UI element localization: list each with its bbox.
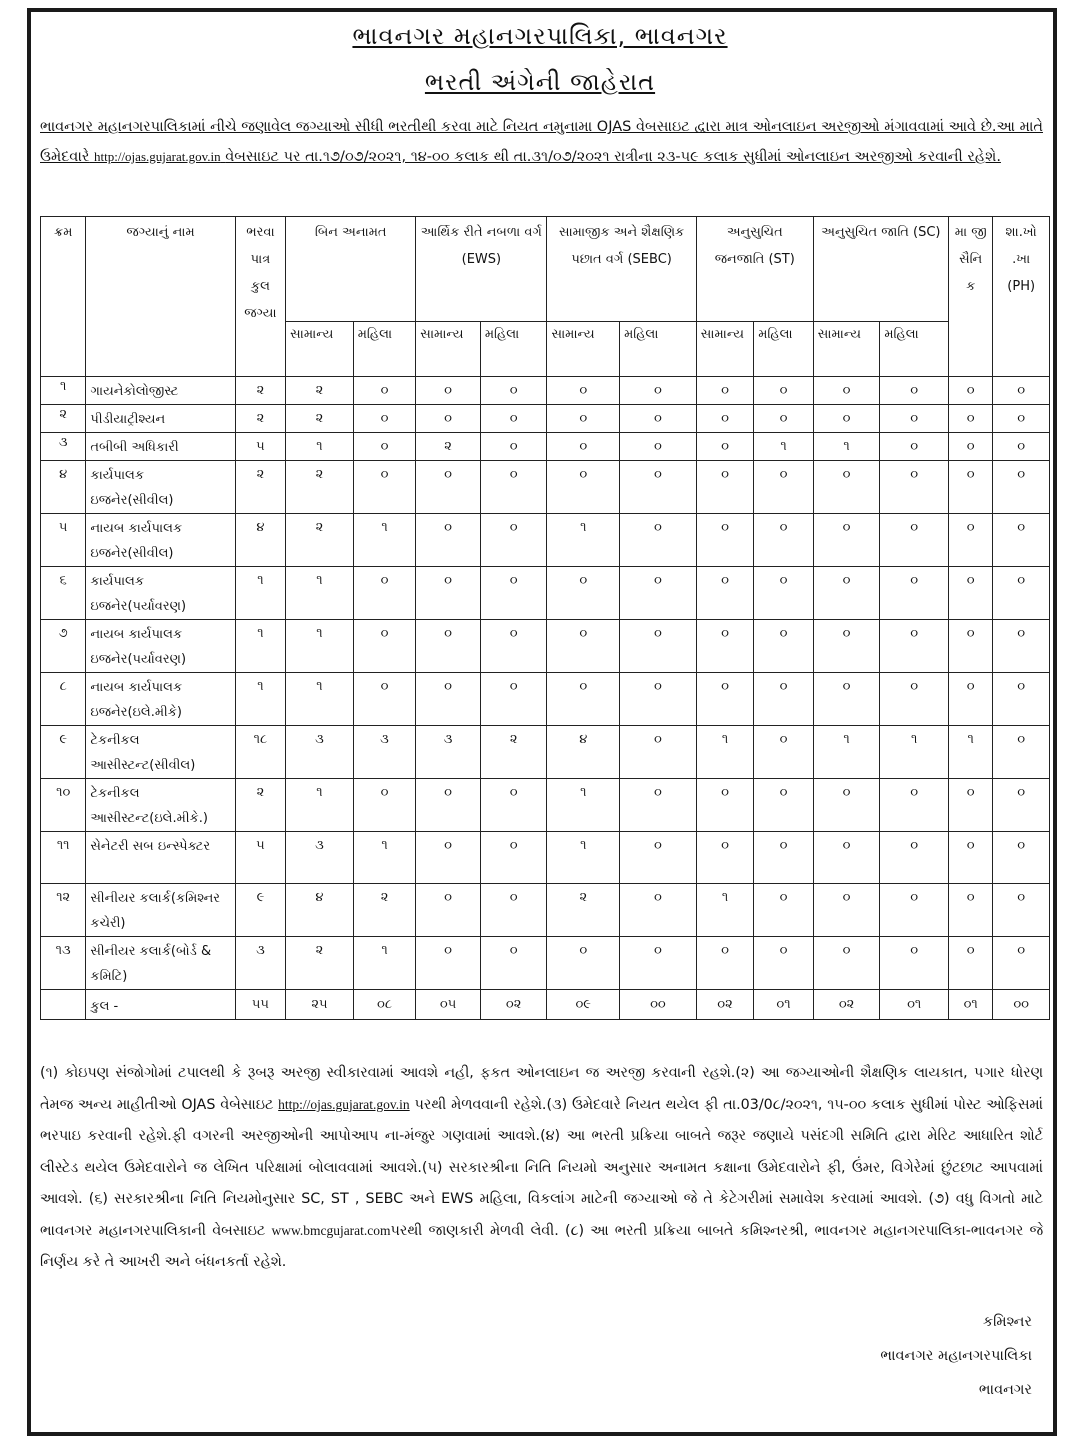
row-cell: ૦ [480,832,547,884]
row-cell: ૦ [353,405,416,433]
total-cell: ૦૧ [880,990,949,1020]
row-cell: ૨ [286,405,354,433]
row-cell: ૧ [286,779,354,832]
row-cell: ૦ [813,514,880,567]
row-cell: ૦ [948,433,992,461]
row-cell: ૦ [813,832,880,884]
row-cell: ૧ [696,884,754,937]
row-cell: ૦ [948,405,992,433]
row-cell: ૨ [416,433,481,461]
page-title: ભાવનગર મહાનગરપાલિકા, ભાવનગર [352,22,728,50]
row-cell: ૦ [754,620,814,673]
row-cell: ૦ [880,377,949,405]
sub-general: સામાન્ય [696,322,754,377]
row-cell: ૦ [754,779,814,832]
table-row [41,377,1050,405]
header-st: અનુસુચિત જનજાતિ (ST) [696,217,813,322]
row-cell: ૦ [948,377,992,405]
row-cell: ૦ [813,405,880,433]
row-cell: ૦ [696,673,754,726]
notes-text-3: પરથી જાણકારી મેળવી લેવી. (૮) આ ભરતી પ્રક્રિયા બાબતે કમિશ્નરશ્રી, ભાવનગર મહાનગરપાલિકા-ભાવનગર જે નિર્ણય કરે તે આખરી અને બંધનકર્તા રહેશે. [40,1223,1044,1271]
row-cell: ૦ [754,514,814,567]
row-cell: ૦ [754,726,814,779]
row-cell: ૦ [547,377,620,405]
row-cell: ૦ [696,567,754,620]
row-cell: ૦ [948,884,992,937]
row-cell: ૦ [416,779,481,832]
total-cell: ૦૦ [620,990,697,1020]
row-cell: ૩ [416,726,481,779]
row-cell: ૧ [353,514,416,567]
row-cell: ૦ [480,433,547,461]
row-cell: ૨ [286,461,354,514]
row-cell: ૦ [880,620,949,673]
table-row [41,779,1050,832]
row-cell: ૦ [993,884,1050,937]
row-cell: ૦ [880,673,949,726]
row-cell: ૦ [880,433,949,461]
row-cell: ૦ [948,673,992,726]
total-sr [41,990,86,1020]
row-post-name: ગાયનેકોલોજીસ્ટ [86,377,235,405]
row-post-name: નાયબ કાર્યપાલક ઇજનેર(સીવીલ) [86,514,235,567]
total-cell: ૦૯ [547,990,620,1020]
row-sr: ૨ [41,405,86,433]
row-cell: ૦ [416,884,481,937]
row-cell: ૧ [547,779,620,832]
row-sr: ૧૨ [41,884,86,937]
header-total: ભરવા પાત્ર કુલ જગ્યા [235,217,285,377]
table-row [41,567,1050,620]
row-cell: ૦ [813,673,880,726]
row-cell: ૪ [286,884,354,937]
row-cell: ૯ [235,884,285,937]
row-cell: ૪ [235,514,285,567]
row-cell: ૦ [813,377,880,405]
header-exserviceman: મા જી સૈનિ ક [948,217,992,377]
row-cell: ૦ [993,461,1050,514]
row-cell: ૦ [880,514,949,567]
row-cell: ૦ [813,884,880,937]
row-cell: ૦ [880,832,949,884]
row-cell: ૩ [286,832,354,884]
row-cell: ૦ [948,937,992,990]
row-cell: ૦ [416,461,481,514]
intro-text-2: વેબસાઇટ પર તા.૧૭/૦૭/૨૦૨૧, ૧૪-૦૦ કલાક થી તા.૩૧/૦૭/૨૦૨૧ રાત્રીના ૨૩-૫૯ કલાક સુધીમાં ઓનલાઇન અરજીઓ કરવાની રહેશે. [225,149,1001,165]
row-cell: ૦ [754,937,814,990]
row-post-name: તબીબી અધિકારી [86,433,235,461]
header-unreserved: બિન અનામત [286,217,416,322]
row-cell: ૦ [416,937,481,990]
row-cell: ૦ [547,673,620,726]
row-sr: ૧૧ [41,832,86,884]
row-cell: ૦ [480,377,547,405]
row-cell: ૧ [948,726,992,779]
total-cell: ૫૫ [235,990,285,1020]
row-cell: ૦ [993,567,1050,620]
sub-female: મહિલા [480,322,547,377]
total-cell: ૦૦ [993,990,1050,1020]
row-cell: ૦ [480,937,547,990]
row-cell: ૦ [480,514,547,567]
row-cell: ૦ [880,779,949,832]
row-cell: ૧૮ [235,726,285,779]
row-cell: ૦ [948,461,992,514]
total-row [41,990,1050,1020]
row-cell: ૨ [286,377,354,405]
table-row [41,884,1050,937]
row-cell: ૦ [696,433,754,461]
row-sr: ૧૩ [41,937,86,990]
row-cell: ૦ [948,832,992,884]
row-cell: ૦ [353,673,416,726]
row-cell: ૦ [353,620,416,673]
row-cell: ૦ [948,567,992,620]
row-cell: ૦ [547,567,620,620]
row-cell: ૦ [754,405,814,433]
row-cell: ૧ [286,433,354,461]
row-cell: ૦ [754,567,814,620]
row-cell: ૦ [993,377,1050,405]
row-cell: ૦ [813,779,880,832]
header-row [41,217,1050,322]
row-cell: ૦ [948,779,992,832]
row-cell: ૦ [696,620,754,673]
row-post-name: સીનીયર કલાર્ક(બોર્ડ & કમિટિ) [86,937,235,990]
row-cell: ૦ [416,405,481,433]
row-sr: ૯ [41,726,86,779]
row-cell: ૦ [480,884,547,937]
total-cell: ૦૨ [480,990,547,1020]
sub-general: સામાન્ય [286,322,354,377]
sub-female: મહિલા [620,322,697,377]
row-cell: ૦ [993,779,1050,832]
row-cell: ૦ [620,673,697,726]
table-row [41,433,1050,461]
sub-female: મહિલા [353,322,416,377]
row-cell: ૦ [620,726,697,779]
table-row [41,514,1050,567]
row-cell: ૧ [754,433,814,461]
row-cell: ૦ [696,377,754,405]
total-cell: ૦૮ [353,990,416,1020]
row-cell: ૧ [353,937,416,990]
row-cell: ૦ [547,620,620,673]
row-cell: ૦ [993,726,1050,779]
row-sr: ૪ [41,461,86,514]
row-cell: ૦ [813,937,880,990]
row-cell: ૦ [620,405,697,433]
row-cell: ૦ [880,461,949,514]
row-cell: ૦ [620,567,697,620]
row-cell: ૦ [754,461,814,514]
row-cell: ૦ [480,779,547,832]
row-post-name: ટેકનીકલ આસીસ્ટન્ટ(સીવીલ) [86,726,235,779]
row-cell: ૦ [696,405,754,433]
page-subtitle: ભરતી અંગેની જાહેરાત [424,68,656,96]
table-body [41,377,1050,990]
row-cell: ૦ [620,937,697,990]
row-cell: ૩ [353,726,416,779]
notes-text-1: (૧) કોઇપણ સંજોગોમાં ટપાલથી કે રૂબરૂ અરજી સ્વીકારવામાં આવશે નહી, ફકત ઓનલાઇન જ અરજી કરવાની રહશે.(૨) આ જગ્યાઓની શૈક્ષણિક લાયકાત, પગાર ધોરણ તેમજ અન્ય માહીતીઓ OJAS વેબેસાઇટ [40,1065,1043,1114]
row-cell: ૧ [547,514,620,567]
row-cell: ૦ [754,673,814,726]
row-post-name: કાર્યપાલક ઇજનેર(સીવીલ) [86,461,235,514]
notes-paragraph [40,1058,1043,1278]
total-cell: ૨૫ [286,990,354,1020]
row-post-name: કાર્યપાલક ઇજનેર(પર્યાવરણ) [86,567,235,620]
row-sr: ૫ [41,514,86,567]
row-cell: ૦ [813,620,880,673]
row-cell: ૦ [480,567,547,620]
row-cell: ૨ [235,461,285,514]
row-cell: ૦ [696,514,754,567]
row-cell: ૦ [620,461,697,514]
total-label: કુલ - [86,990,235,1020]
row-cell: ૦ [880,567,949,620]
sub-female: મહિલા [754,322,814,377]
row-cell: ૨ [235,779,285,832]
row-cell: ૨ [286,937,354,990]
row-cell: ૦ [480,673,547,726]
row-cell: ૦ [948,514,992,567]
row-cell: ૦ [416,832,481,884]
header-sc: અનુસુચિત જાતિ (SC) [813,217,948,322]
row-cell: ૧ [813,726,880,779]
ojas-link[interactable]: http://ojas.gujarat.gov.in [94,149,221,164]
row-cell: ૦ [547,937,620,990]
row-sr: ૩ [41,433,86,461]
row-cell: ૦ [547,405,620,433]
row-cell: ૦ [696,937,754,990]
row-cell: ૫ [235,433,285,461]
row-cell: ૨ [480,726,547,779]
row-cell: ૦ [620,779,697,832]
row-cell: ૦ [353,461,416,514]
row-cell: ૦ [754,884,814,937]
row-post-name: પીડીયાટ્રીશ્યન [86,405,235,433]
row-cell: ૦ [620,620,697,673]
table-row [41,620,1050,673]
row-cell: ૧ [547,832,620,884]
row-cell: ૦ [353,433,416,461]
row-post-name: સીનીયર કલાર્ક(કમિશ્નર કચેરી) [86,884,235,937]
row-cell: ૦ [993,433,1050,461]
row-cell: ૦ [754,377,814,405]
row-cell: ૦ [696,832,754,884]
row-cell: ૦ [993,937,1050,990]
row-cell: ૦ [880,937,949,990]
row-cell: ૦ [880,405,949,433]
header-ews: આર્થિક રીતે નબળા વર્ગ (EWS) [416,217,547,322]
row-cell: ૦ [416,567,481,620]
row-cell: ૨ [286,514,354,567]
row-cell: ૦ [754,832,814,884]
row-cell: ૧ [813,433,880,461]
row-cell: ૩ [235,937,285,990]
row-cell: ૦ [547,433,620,461]
intro-paragraph [40,112,1043,172]
row-cell: ૦ [813,461,880,514]
signature-city: ભાવનગર [978,1382,1032,1398]
table-row [41,832,1050,884]
row-sr: ૧૦ [41,779,86,832]
row-post-name: નાયબ કાર્યપાલક ઇજનેર(ઇલે.મીકે) [86,673,235,726]
row-cell: ૦ [547,461,620,514]
row-sr: ૮ [41,673,86,726]
bmc-website[interactable]: www.bmcgujarat.com [271,1223,391,1239]
signature-org: ભાવનગર મહાનગરપાલિકા [880,1348,1032,1364]
table-row [41,405,1050,433]
row-cell: ૦ [353,377,416,405]
row-cell: ૦ [993,405,1050,433]
row-cell: ૦ [353,779,416,832]
row-cell: ૦ [416,673,481,726]
row-cell: ૦ [620,433,697,461]
row-cell: ૦ [480,461,547,514]
table-row [41,673,1050,726]
row-cell: ૦ [620,832,697,884]
intro-text-1: ભાવનગર મહાનગરપાલિકામાં નીચે જણાવેલ જગ્યાઓ સીધી ભરતીથી કરવા માટે નિયત નમુનામા OJAS વેબસાઇટ દ્વારા માત્ર ઓનલાઇન અરજીઓ મંગાવવામાં આવે છે.આ માતે ઉમેદવારે [40,119,1043,165]
row-cell: ૦ [353,567,416,620]
row-cell: ૧ [235,620,285,673]
row-cell: ૧ [696,726,754,779]
signature-title: કમિશ્નર [982,1314,1032,1330]
row-cell: ૦ [620,884,697,937]
header-sr: ક્રમ [41,217,86,377]
row-cell: ૩ [286,726,354,779]
row-sr: ૧ [41,377,86,405]
row-cell: ૧ [286,567,354,620]
row-cell: ૦ [948,620,992,673]
row-post-name: નાયબ કાર્યપાલક ઇજનેર(પર્યાવરણ) [86,620,235,673]
row-cell: ૦ [993,832,1050,884]
vacancy-table [40,216,1050,1020]
row-cell: ૧ [880,726,949,779]
sub-general: સામાન્ય [547,322,620,377]
total-cell: ૦૨ [696,990,754,1020]
row-cell: ૦ [993,673,1050,726]
table-row [41,726,1050,779]
row-cell: ૦ [416,620,481,673]
row-cell: ૧ [353,832,416,884]
row-cell: ૦ [480,620,547,673]
header-ph: શા.ખો .ખા (PH) [993,217,1050,377]
sub-general: સામાન્ય [416,322,481,377]
total-cell: ૦૧ [948,990,992,1020]
row-cell: ૦ [696,779,754,832]
total-cell: ૦૨ [813,990,880,1020]
header-post: જગ્યાનું નામ [86,217,235,377]
row-cell: ૨ [353,884,416,937]
row-cell: ૫ [235,832,285,884]
row-cell: ૦ [880,884,949,937]
total-cell: ૦૧ [754,990,814,1020]
row-cell: ૨ [235,405,285,433]
table-row [41,937,1050,990]
row-cell: ૦ [416,377,481,405]
ojas-link-notes[interactable]: http://ojas.gujarat.gov.in [278,1097,410,1113]
row-cell: ૦ [993,620,1050,673]
row-cell: ૦ [620,377,697,405]
sub-general: સામાન્ય [813,322,880,377]
row-cell: ૦ [813,567,880,620]
row-cell: ૧ [286,620,354,673]
row-cell: ૧ [235,567,285,620]
row-cell: ૨ [547,884,620,937]
row-cell: ૧ [235,673,285,726]
table-row [41,461,1050,514]
row-cell: ૦ [993,514,1050,567]
row-cell: ૦ [416,514,481,567]
row-cell: ૦ [620,514,697,567]
notes-text-2: પરથી મેળવવાની રહેશે.(૩) ઉમેદવારે નિયત થયેલ ફી તા.03/0૮/૨૦૨૧, ૧૫-૦૦ કલાક સુધીમાં પોસ્ટ ઓફિસમાં ભરપાઇ કરવાની રહેશે.ફી વગરની અરજીઓની આપોઆપ ના-મંજુર ગણવામાં આવશે.(૪) આ ભરતી પ્રક્રિયા બાબતે જરૂર જણાયે પસંદગી સમિતિ દ્વારા મેરિટ આધારિત શોર્ટ લીસ્ટેડ થયેલ ઉમેદવારોને જ લેખિત પરિક્ષામાં બોલાવવામાં આવશે.(૫) સરકારશ્રીના નિતિ નિયમો અનુસાર અનામત કક્ષાના ઉમેદવારોને ફી, ઉંમર, વિગેરેમાં છુંટછાટ આપવામાં આવશે. (૬) સરકારશ્રીના નિતિ નિયમોનુસાર SC, ST , SEBC અને EWS મહિલા, વિકલાંગ માટેની જગ્યાઓ જે તે કેટેગરીમાં સમાવેશ કરવામાં આવશે. (૭) વધુ વિગતો માટે ભાવનગર મહાનગરપાલિકાની વેબસાઇટ [40,1097,1043,1240]
row-cell: ૪ [547,726,620,779]
row-cell: ૧ [286,673,354,726]
row-sr: ૬ [41,567,86,620]
header-sebc: સામાજીક અને શૈક્ષણિક પછાત વર્ગ (SEBC) [547,217,696,322]
row-post-name: સેનેટરી સબ ઇન્સ્પેક્ટર [86,832,235,884]
row-post-name: ટેકનીકલ આસીસ્ટન્ટ(ઇલે.મીકે.) [86,779,235,832]
total-cell: ૦૫ [416,990,481,1020]
row-cell: ૦ [696,461,754,514]
row-cell: ૨ [235,377,285,405]
sub-female: મહિલા [880,322,949,377]
row-sr: ૭ [41,620,86,673]
row-cell: ૦ [480,405,547,433]
